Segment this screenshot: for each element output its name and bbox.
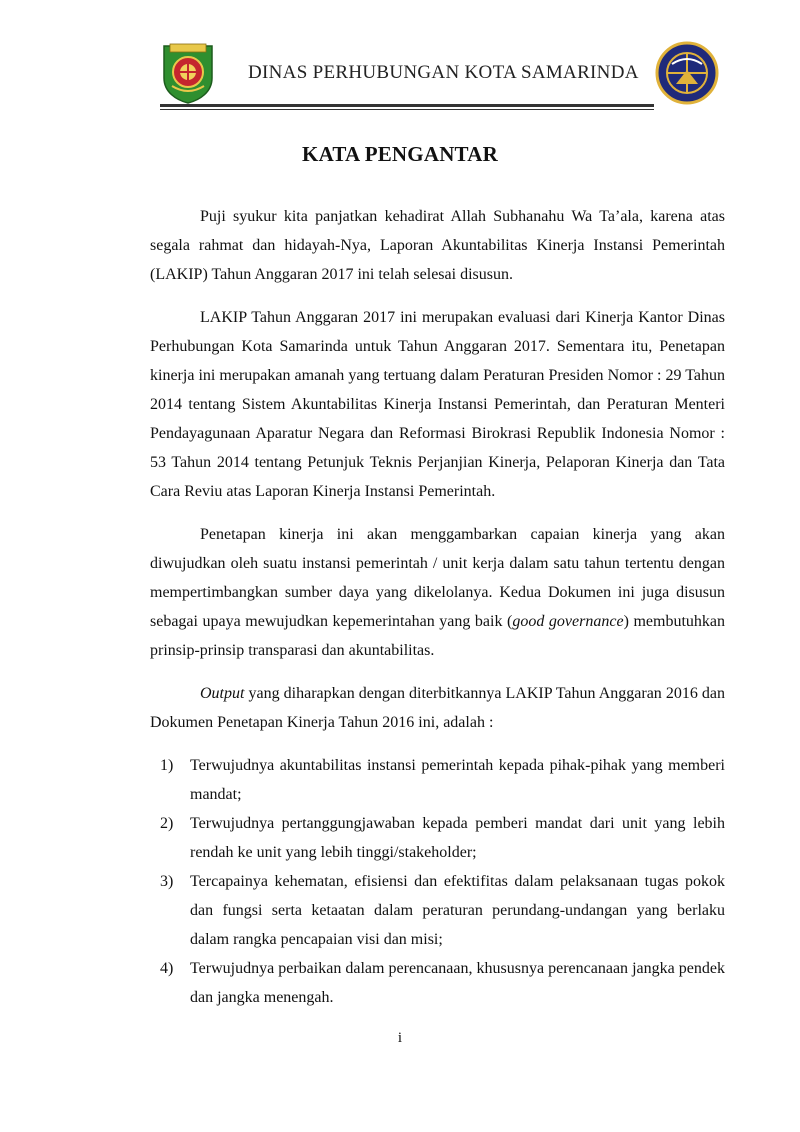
- list-item-text: Tercapainya kehematan, efisiensi dan efektifitas dalam pelaksanaan tugas pokok dan fungsi serta ketaatan dalam peraturan perundang-undangan yang berlaku dalam rangka pencapaian visi dan misi;: [190, 873, 725, 948]
- list-item-text: Terwujudnya akuntabilitas instansi pemerintah kepada pihak-pihak yang memberi mandat;: [190, 757, 725, 803]
- list-item-number: 4): [160, 960, 174, 977]
- page-title: KATA PENGANTAR: [302, 142, 498, 166]
- paragraph-3: [150, 520, 725, 665]
- document-body: [150, 202, 725, 1012]
- paragraph-2: LAKIP Tahun Anggaran 2017 ini merupakan evaluasi dari Kinerja Kantor Dinas Perhubungan Kota Samarinda untuk Tahun Anggaran 2017. Sementara itu, Penetapan kinerja ini merupakan amanah yang tertuang dalam Peraturan Presiden Nomor : 29 Tahun 2014 tentang Sistem Akuntabilitas Kinerja Instansi Pemerintah, dan Peraturan Menteri Pendayagunaan Aparatur Negara dan Reformasi Birokrasi Republik Indonesia Nomor : 53 Tahun 2014 tentang Petunjuk Teknis Perjanjian Kinerja, Pelaporan Kinerja dan Tata Cara Reviu atas Laporan Kinerja Instansi Pemerintah.: [150, 309, 725, 500]
- paragraph-4-italic-term: Output: [200, 685, 245, 702]
- paragraph-1: Puji syukur kita panjatkan kehadirat Allah Subhanahu Wa Ta’ala, karena atas segala rahmat dan hidayah-Nya, Laporan Akuntabilitas Kinerja Instansi Pemerintah (LAKIP) Tahun Anggaran 2017 ini telah selesai disusun.: [150, 208, 725, 283]
- expected-outputs-list: [150, 751, 725, 1012]
- paragraph-3-text-b: ) membutuhkan prinsip-prinsip transparasi dan akuntabilitas.: [150, 613, 725, 659]
- paragraph-4-text: yang diharapkan dengan diterbitkannya LAKIP Tahun Anggaran 2016 dan Dokumen Penetapan Kinerja Tahun 2016 ini, adalah :: [150, 685, 725, 731]
- list-item: [150, 954, 725, 1012]
- list-item-text: Terwujudnya pertanggungjawaban kepada pemberi mandat dari unit yang lebih rendah ke unit yang lebih tinggi/stakeholder;: [190, 815, 725, 861]
- header-divider-thin: [160, 109, 654, 110]
- page-number: i: [397, 1030, 403, 1046]
- list-item: [150, 751, 725, 809]
- paragraph-3-text-a: Penetapan kinerja ini akan menggambarkan capaian kinerja yang akan diwujudkan oleh suatu instansi pemerintah / unit kerja dalam satu tahun tertentu dengan mempertimbangkan sumber daya yang dikelolanya. Kedua Dokumen ini juga disusun sebagai upaya mewujudkan kepemerintahan yang baik (: [150, 526, 725, 630]
- paragraph-4: [150, 679, 725, 737]
- page-header: [160, 36, 720, 110]
- header-divider: [160, 104, 654, 107]
- list-item: [150, 809, 725, 867]
- list-item-number: 1): [160, 757, 174, 774]
- list-item-number: 2): [160, 815, 174, 832]
- ministry-of-transportation-emblem-icon: [654, 40, 720, 106]
- paragraph-3-italic-term: good governance: [512, 613, 624, 630]
- list-item-text: Terwujudnya perbaikan dalam perencanaan, khususnya perencanaan jangka pendek dan jangka menengah.: [190, 960, 725, 1006]
- list-item-number: 3): [160, 873, 174, 890]
- samarinda-city-emblem-icon: [160, 40, 216, 104]
- list-item: [150, 867, 725, 954]
- header-title: DINAS PERHUBUNGAN KOTA SAMARINDA: [248, 62, 639, 83]
